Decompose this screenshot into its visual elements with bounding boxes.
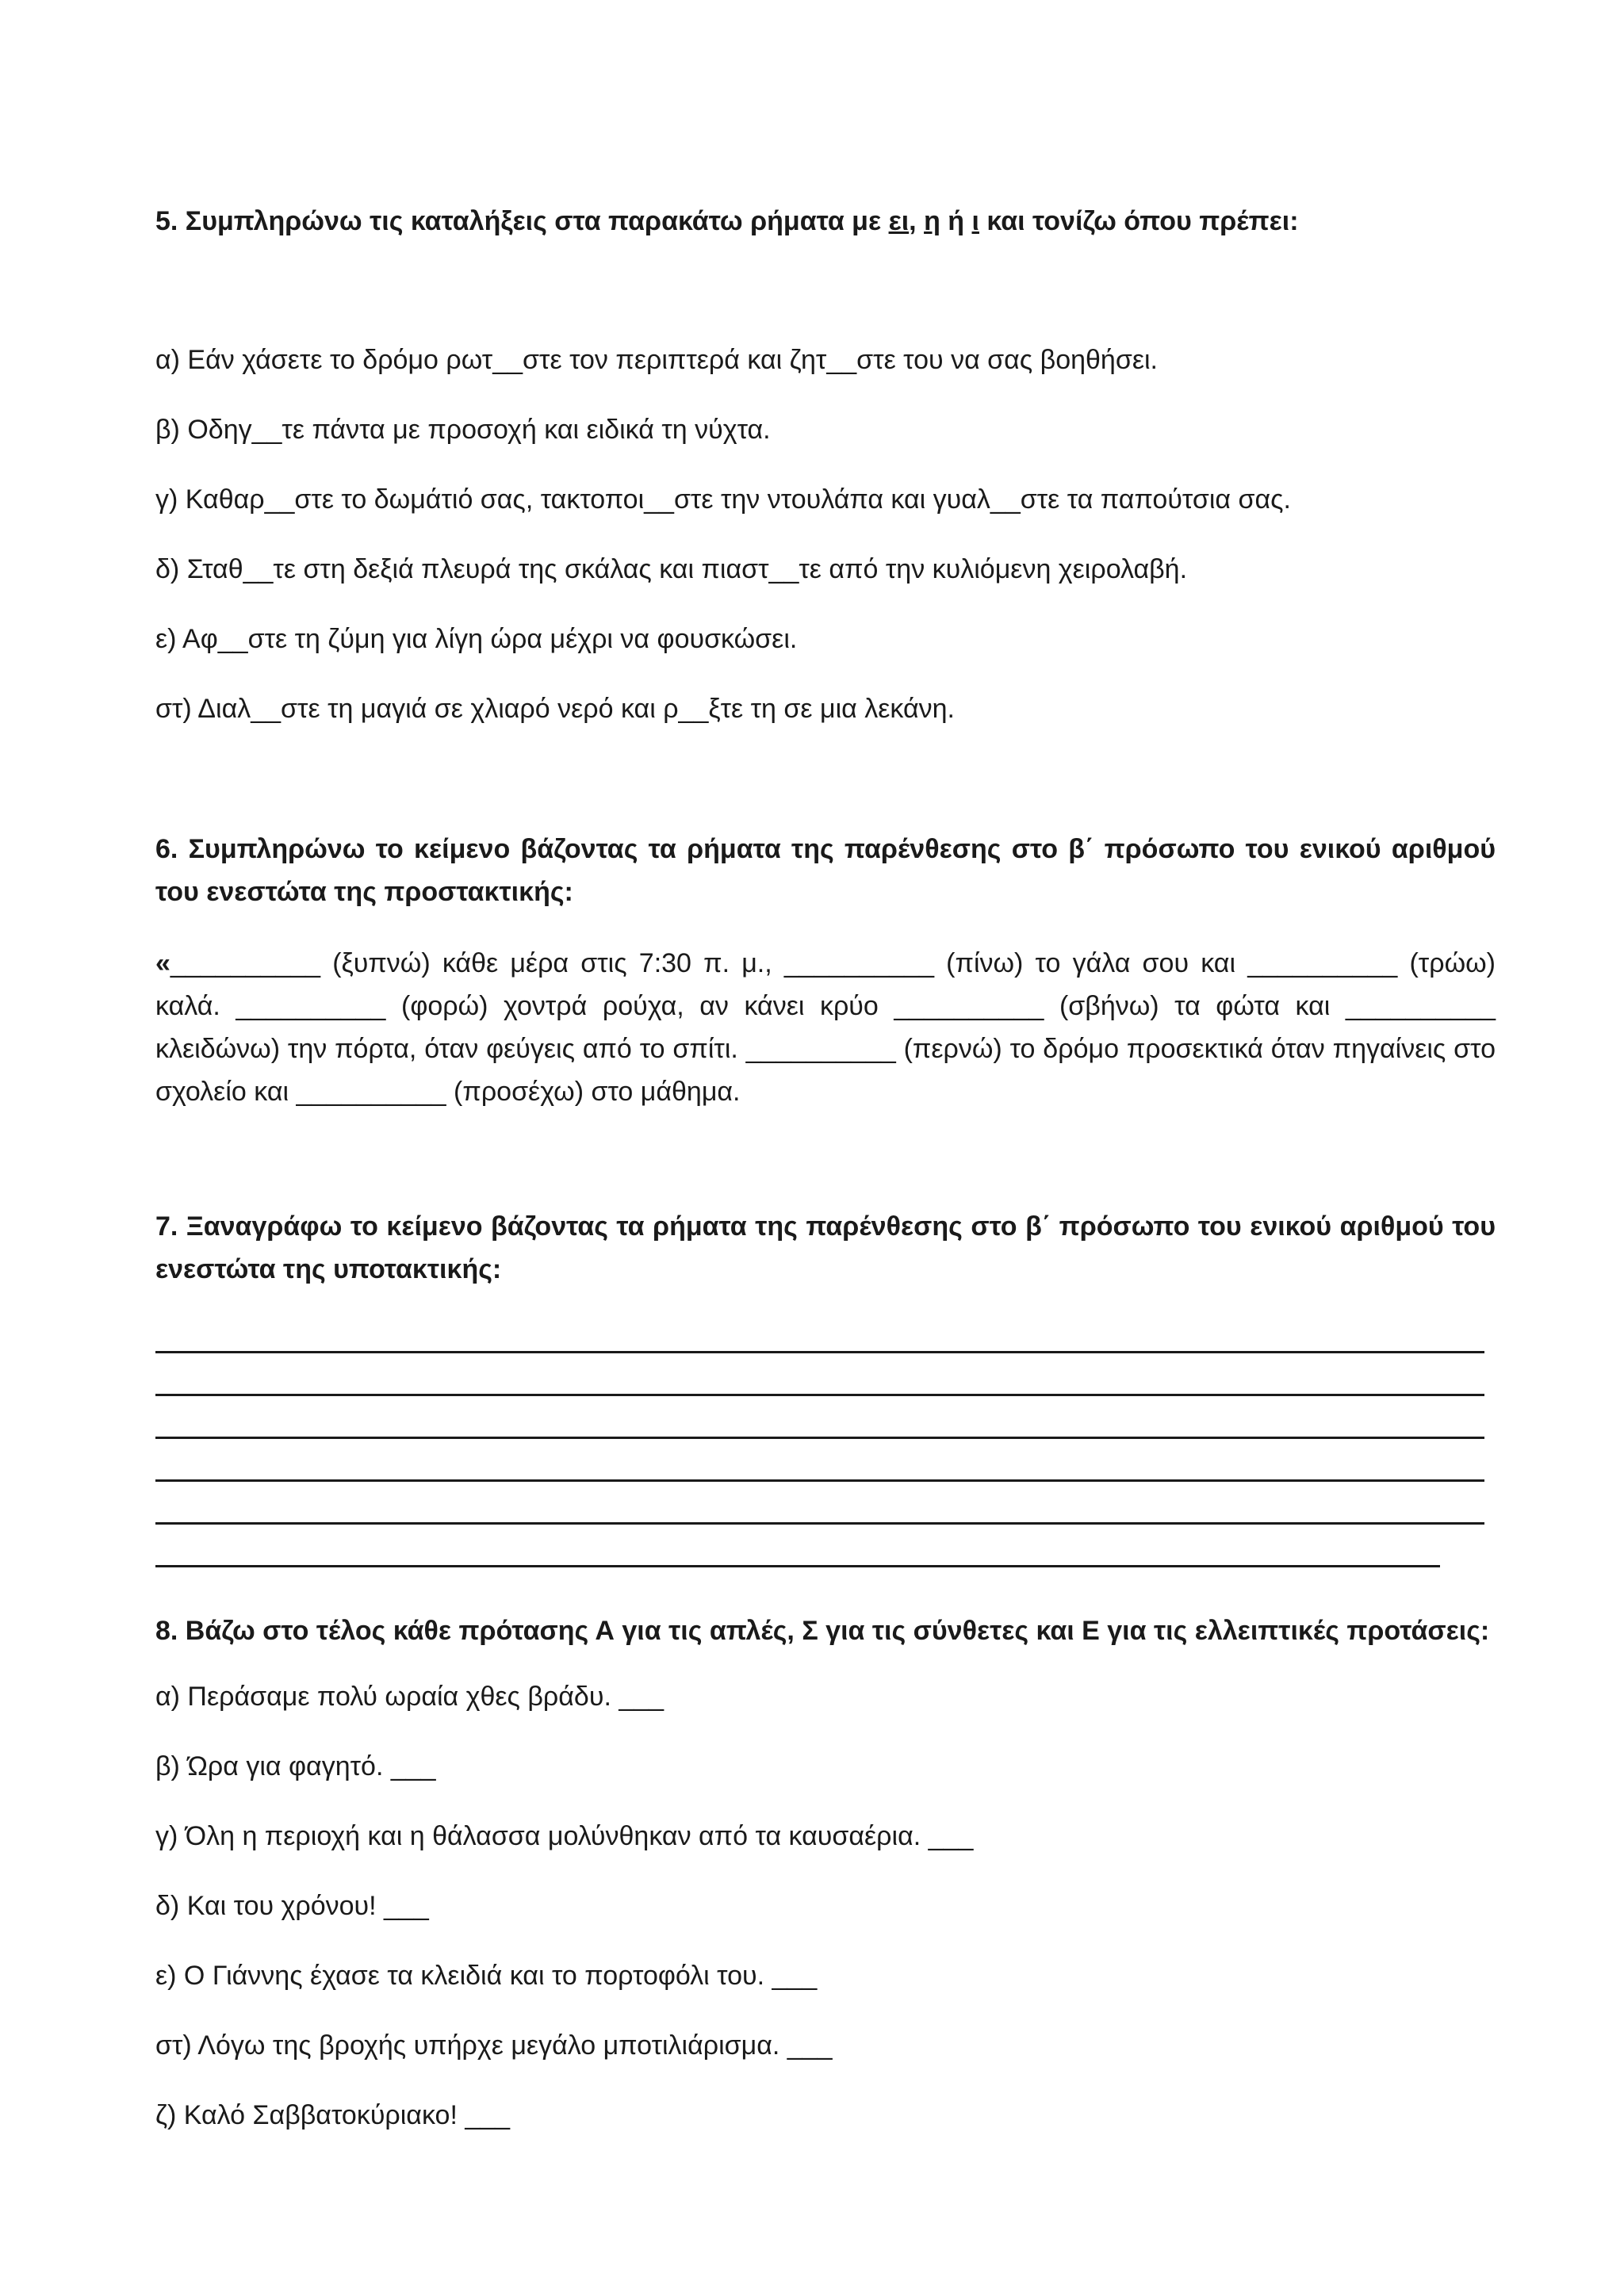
- blank-8[interactable]: __________: [296, 1077, 446, 1107]
- blank-1[interactable]: __________: [170, 948, 321, 978]
- ex6-text: (φορώ) χοντρά ρούχα, αν κάνει κρύο: [385, 991, 894, 1021]
- ex8-item-z: ζ) Καλό Σαββατοκύριακο! ___: [155, 2100, 511, 2130]
- ex6-text: (περνώ) το δρόμο προσεκτικά όταν πηγαίνεις στο σχολείο και: [155, 1034, 1496, 1107]
- ex8-item-a: α) Περάσαμε πολύ ωραία χθες βράδυ. ___: [155, 1682, 665, 1712]
- ex8-item-st: στ) Λόγω της βροχής υπήρχε μεγάλο μποτιλιάρισμα. ___: [155, 2030, 833, 2061]
- ex5-item-d: δ) Σταθ__τε στη δεξιά πλευρά της σκάλας και πιαστ__τε από την κυλιόμενη χειρολαβή.: [155, 554, 1188, 584]
- writing-line[interactable]: [155, 1479, 1484, 1482]
- ex8-item-b: β) Ώρα για φαγητό. ___: [155, 1751, 436, 1781]
- quote-mark: «: [155, 948, 170, 978]
- writing-line[interactable]: [155, 1437, 1484, 1439]
- blank-7[interactable]: __________: [745, 1034, 896, 1064]
- ex5-heading-text: και τονίζω όπου πρέπει:: [979, 206, 1299, 236]
- exercise-5-heading: [155, 200, 1496, 243]
- exercise-6-heading: 6. Συμπληρώνω το κείμενο βάζοντας τα ρήματα της παρένθεσης στο β΄ πρόσωπο του ενικού αριθμού του ενεστώτα της προστακτικής:: [155, 834, 1496, 907]
- ex6-text: (τρώω) καλά.: [155, 948, 1496, 1021]
- ex5-option-i: η: [924, 206, 940, 236]
- writing-line[interactable]: [155, 1565, 1440, 1567]
- ex5-sep: ή: [940, 206, 972, 236]
- ex5-option-ei: ει: [888, 206, 910, 236]
- ex5-item-c: γ) Καθαρ__στε το δωμάτιό σας, τακτοποι__στε την ντουλάπα και γυαλ__στε τα παπούτσια σας.: [155, 484, 1291, 515]
- blank-3[interactable]: __________: [1247, 948, 1398, 978]
- ex8-item-d: δ) Και του χρόνου! ___: [155, 1891, 429, 1921]
- ex5-item-e: ε) Αφ__στε τη ζύμη για λίγη ώρα μέχρι να φουσκώσει.: [155, 624, 798, 654]
- blank-4[interactable]: __________: [236, 991, 386, 1021]
- writing-line[interactable]: [155, 1351, 1484, 1353]
- ex6-text: (ξυπνώ) κάθε μέρα στις 7:30 π. μ.,: [320, 948, 784, 978]
- blank-5[interactable]: __________: [894, 991, 1044, 1021]
- ex6-fill-in-text: [155, 942, 1496, 1113]
- ex6-text: κλειδώνω) την πόρτα, όταν φεύγεις από το σπίτι.: [155, 1034, 746, 1064]
- blank-6[interactable]: __________: [1345, 991, 1496, 1021]
- ex6-text: (προσέχω) στο μάθημα.: [446, 1077, 741, 1107]
- blank-2[interactable]: __________: [783, 948, 934, 978]
- ex8-item-c: γ) Όλη η περιοχή και η θάλασσα μολύνθηκαν από τα καυσαέρια. ___: [155, 1821, 974, 1851]
- ex5-option-iota: ι: [971, 206, 979, 236]
- ex6-text: (σβήνω) τα φώτα και: [1044, 991, 1346, 1021]
- ex6-text: (πίνω) το γάλα σου και: [933, 948, 1248, 978]
- ex5-item-st: στ) Διαλ__στε τη μαγιά σε χλιαρό νερό και ρ__ξτε τη σε μια λεκάνη.: [155, 694, 955, 724]
- ex8-item-e: ε) Ο Γιάννης έχασε τα κλειδιά και το πορτοφόλι του. ___: [155, 1961, 818, 1991]
- ex5-heading-text: 5. Συμπληρώνω τις καταλήξεις στα παρακάτω ρήματα με: [155, 206, 889, 236]
- ex5-sep: ,: [909, 206, 925, 236]
- writing-line[interactable]: [155, 1522, 1484, 1525]
- ex5-item-b: β) Οδηγ__τε πάντα με προσοχή και ειδικά τη νύχτα.: [155, 415, 771, 445]
- exercise-8-heading: 8. Βάζω στο τέλος κάθε πρότασης Α για τις απλές, Σ για τις σύνθετες και Ε για τις ελλειπτικές προτάσεις:: [155, 1616, 1490, 1646]
- exercise-7-heading: 7. Ξαναγράφω το κείμενο βάζοντας τα ρήματα της παρένθεσης στο β΄ πρόσωπο του ενικού αριθμού του ενεστώτα της υποτακτικής:: [155, 1211, 1496, 1284]
- writing-line[interactable]: [155, 1394, 1484, 1396]
- ex5-item-a: α) Εάν χάσετε το δρόμο ρωτ__στε τον περιπτερά και ζητ__στε του να σας βοηθήσει.: [155, 345, 1158, 375]
